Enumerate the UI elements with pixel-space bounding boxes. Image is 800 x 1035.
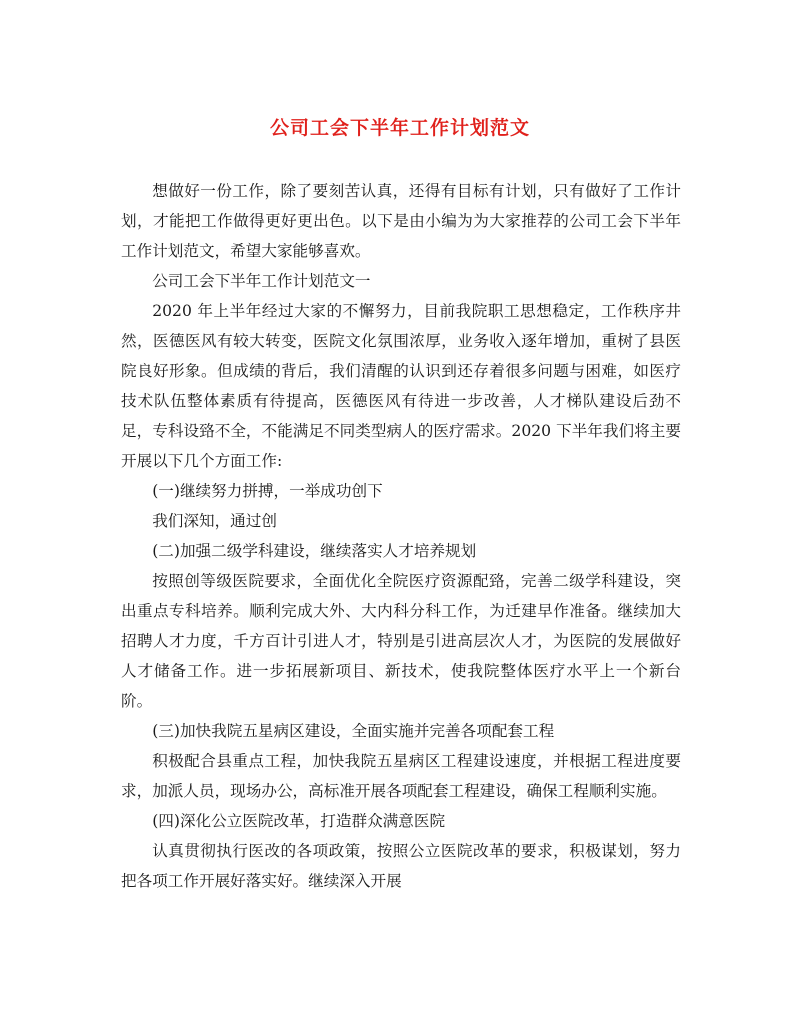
- body-paragraph: 我们深知，通过创: [152, 512, 277, 530]
- section-heading: 公司工会下半年工作计划范文一: [152, 272, 371, 290]
- subheading-2: (二)加强二级学科建设，继续落实人才培养规划: [152, 542, 477, 560]
- subheading-3: (三)加快我院五星病区建设，全面实施并完善各项配套工程: [152, 722, 555, 740]
- subheading-1: (一)继续努力拼搏，一举成功创下: [152, 482, 383, 500]
- body-paragraph: 2020 年上半年经过大家的不懈努力，目前我院职工思想稳定，工作秩序井然，医德医风有较大转变，医院文化氛围浓厚，业务收入逐年增加，重树了县医院良好形象。但成绩的背后，我们清醒的认识到还存着很多问题与困难，如医疗技术队伍整体素质有待提高，医德医风有待进一步改善，人才梯队建设后劲不足，专科设臵不全，不能满足不同类型病人的医疗需求。2020 下半年我们将主要开展以下几个方面工作:: [121, 302, 681, 470]
- document-body: [121, 176, 681, 896]
- document-title: 公司工会下半年工作计划范文: [269, 117, 530, 139]
- body-paragraph: 认真贯彻执行医改的各项政策，按照公立医院改革的要求，积极谋划，努力把各项工作开展好落实好。继续深入开展: [121, 842, 681, 890]
- body-paragraph: 按照创等级医院要求，全面优化全院医疗资源配臵，完善二级学科建设，突出重点专科培养。顺利完成大外、大内科分科工作，为迁建早作准备。继续加大招聘人才力度，千方百计引进人才，特别是引进高层次人才，为医院的发展做好人才储备工作。进一步拓展新项目、新技术，使我院整体医疗水平上一个新台阶。: [121, 572, 681, 710]
- intro-paragraph: 想做好一份工作，除了要刻苦认真，还得有目标有计划，只有做好了工作计划，才能把工作做得更好更出色。以下是由小编为为大家推荐的公司工会下半年工作计划范文，希望大家能够喜欢。: [121, 182, 681, 260]
- subheading-4: (四)深化公立医院改革，打造群众满意医院: [152, 812, 446, 830]
- body-paragraph: 积极配合县重点工程，加快我院五星病区工程建设速度，并根据工程进度要求，加派人员，现场办公，高标准开展各项配套工程建设，确保工程顺利实施。: [121, 752, 681, 800]
